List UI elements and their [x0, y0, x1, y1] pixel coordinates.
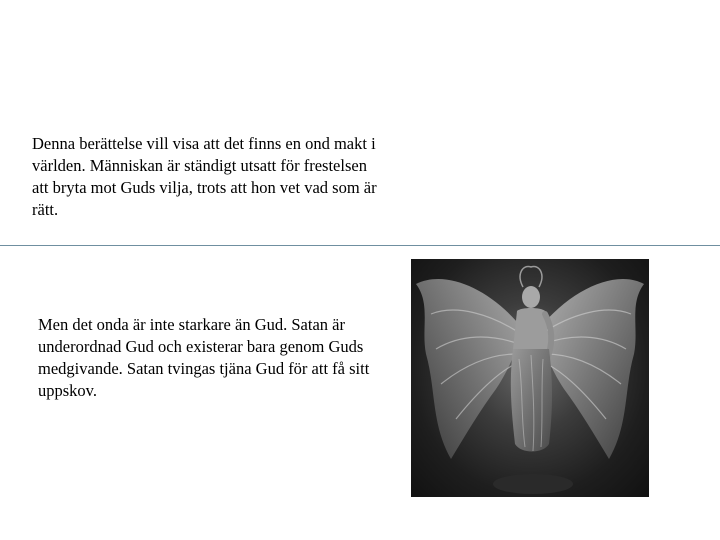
- paragraph-intro: Denna berättelse vill visa att det finns en ond makt i världen. Människan är ständigt utsatt för frestelsen att bryta mot Guds vilja, trots att hon vet vad som är rätt.: [32, 134, 377, 219]
- horizontal-divider: [0, 245, 720, 246]
- paragraph-satan-subordinate: Men det onda är inte starkare än Gud. Satan är underordnad Gud och existerar bara genom Guds medgivande. Satan tvingas tjäna Gud för att få sitt uppskov.: [38, 315, 370, 400]
- winged-angel-illustration-icon: [411, 259, 649, 497]
